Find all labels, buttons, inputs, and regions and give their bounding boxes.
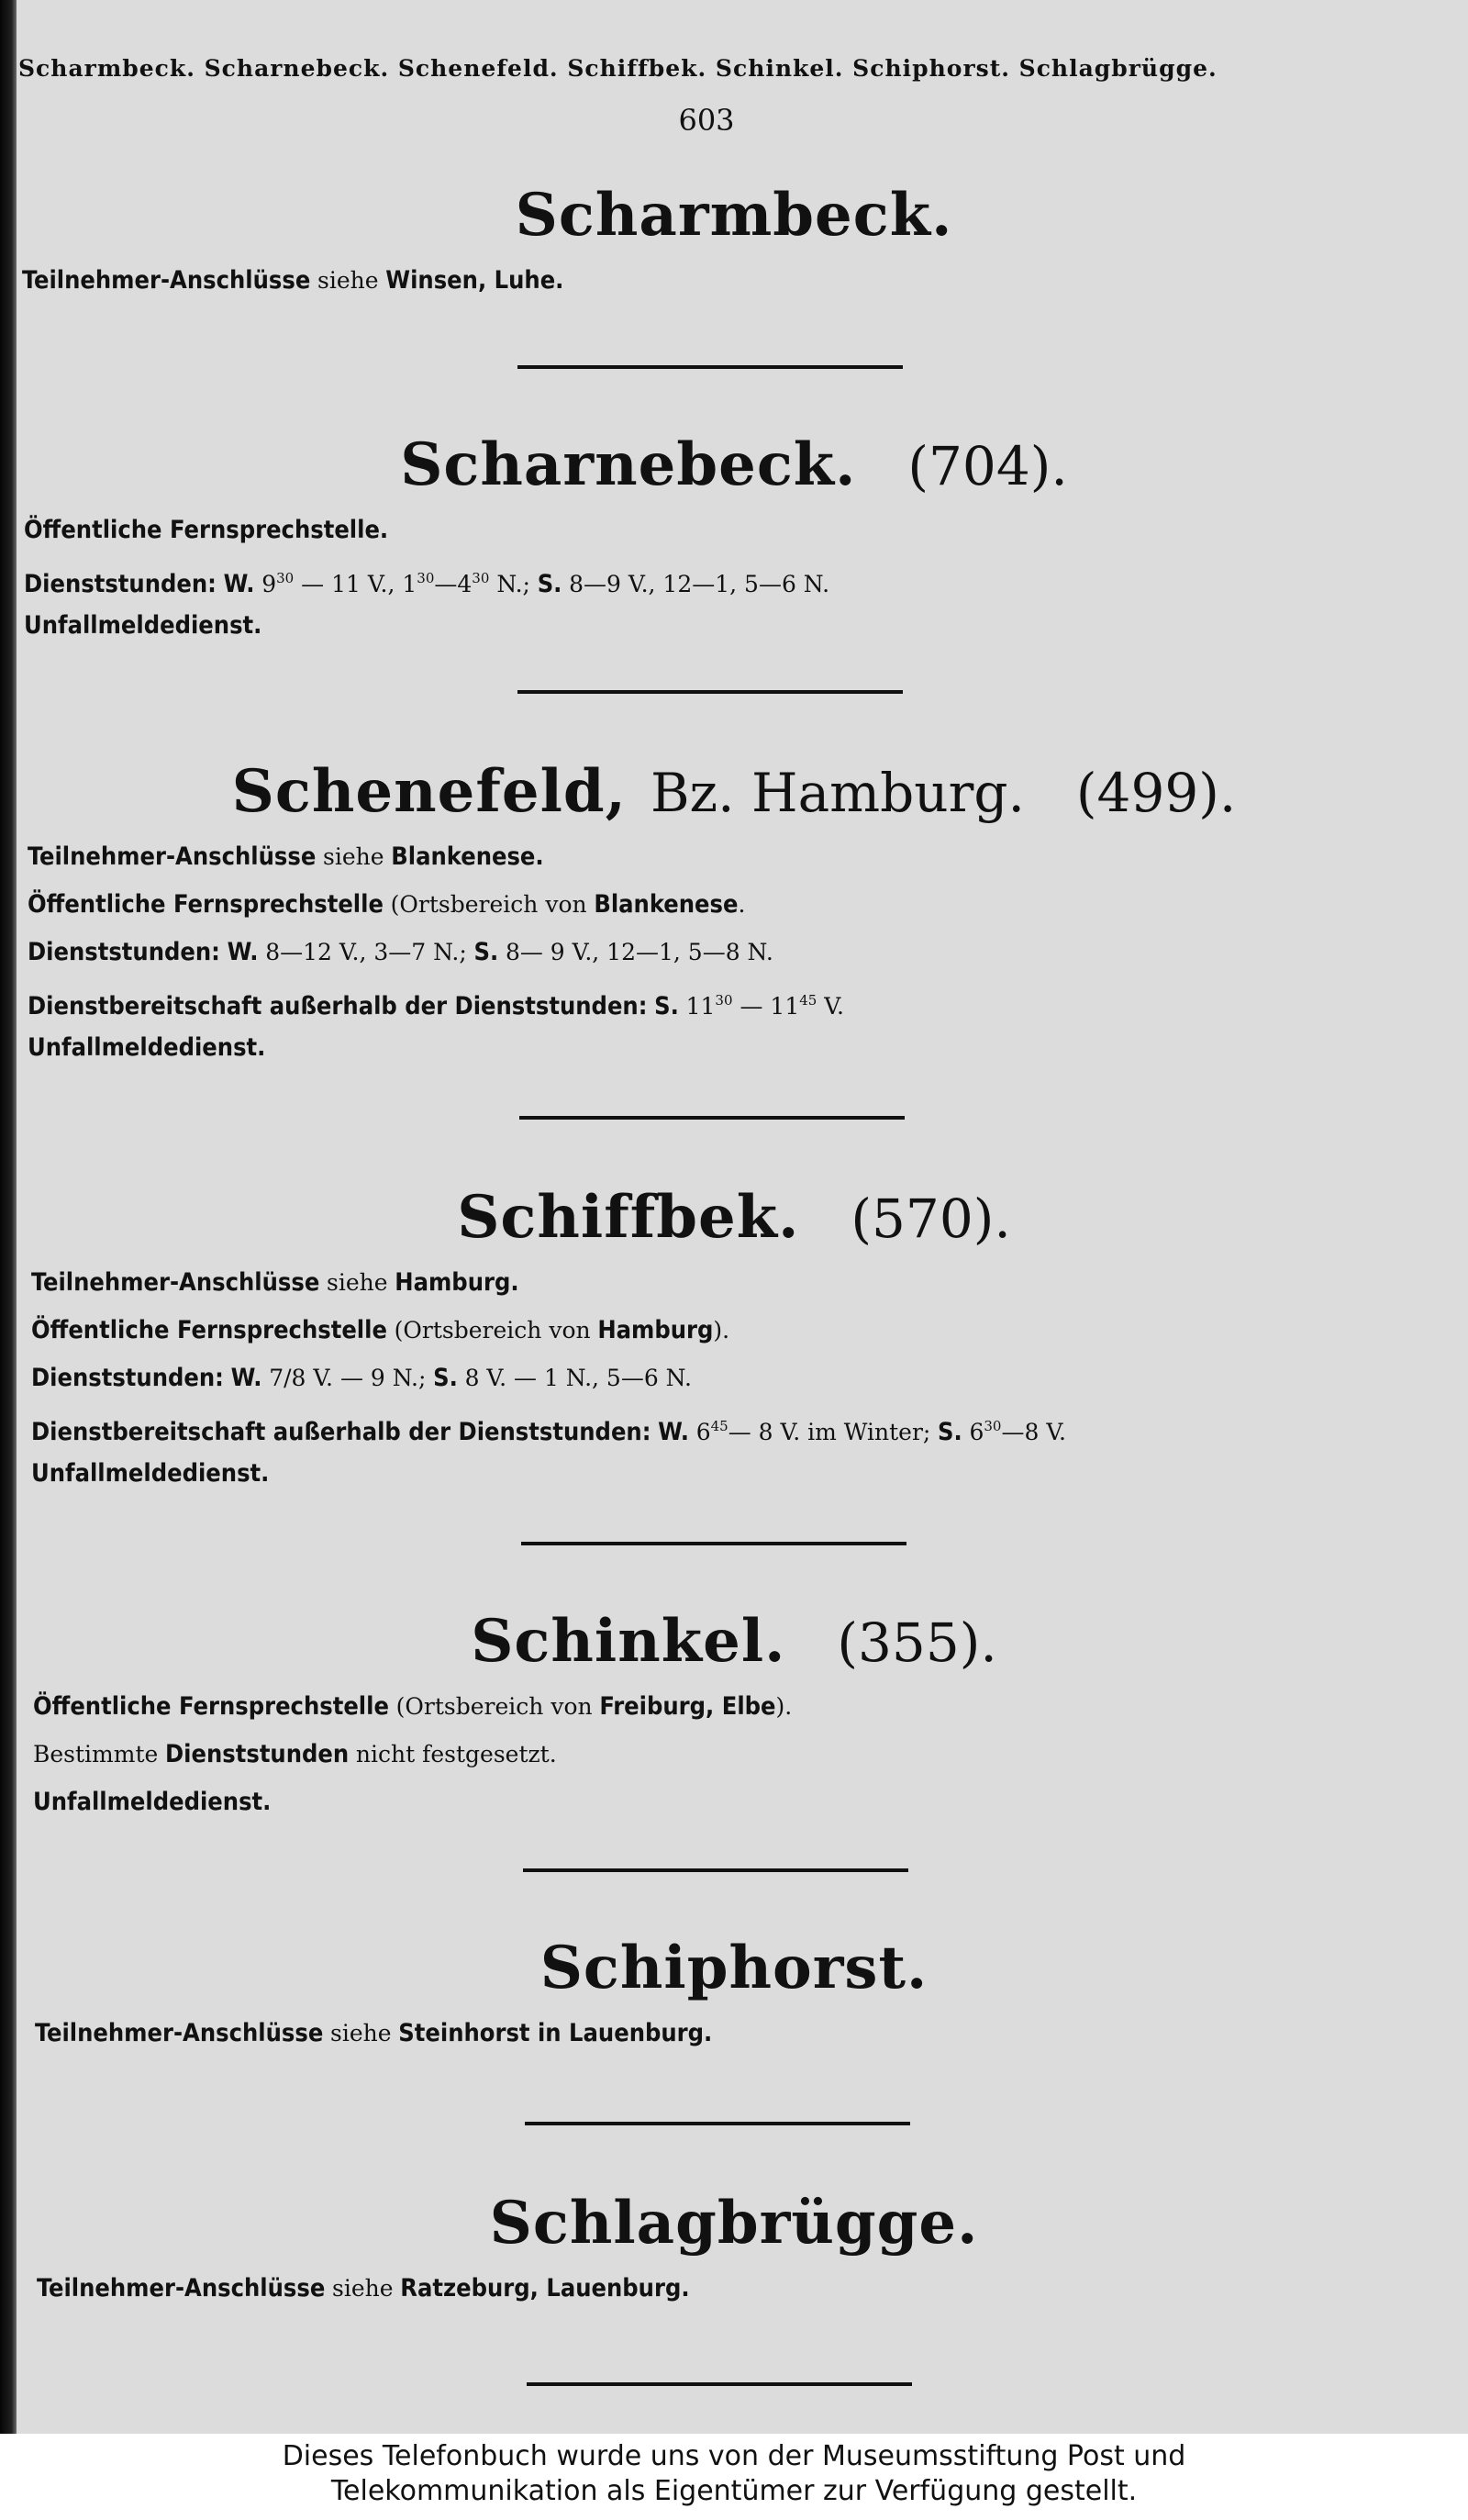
- section-divider: [519, 1116, 905, 1120]
- section-divider: [527, 2382, 912, 2386]
- public-phone-line: Öffentliche Fernsprechstelle (Ortsbereich von Hamburg).: [31, 1316, 730, 1344]
- section-heading: [0, 1927, 1468, 2010]
- public-phone-line: Öffentliche Fernsprechstelle (Ortsbereich von Blankenese.: [28, 890, 746, 919]
- section-heading: [0, 1600, 1468, 1683]
- section-schiphorst: [0, 1927, 1468, 2057]
- accident-service-line: Unfallmeldedienst.: [24, 611, 262, 640]
- service-hours-line: Bestimmte Dienststunden nicht festgesetzt.: [33, 1740, 557, 1768]
- area-code: (570).: [851, 1188, 1011, 1250]
- district-name: Bz. Hamburg.: [650, 762, 1025, 824]
- section-heading: [0, 174, 1468, 257]
- footer-line-1: Dieses Telefonbuch wurde uns von der Museumsstiftung Post und: [282, 2440, 1186, 2472]
- section-heading: [0, 751, 1468, 833]
- running-head: Scharmbeck. Scharnebeck. Schenefeld. Schiffbek. Schinkel. Schiphorst. Schlagbrügge.: [18, 55, 1218, 82]
- accident-service-line: Unfallmeldedienst.: [28, 1033, 266, 1062]
- area-code: (499).: [1075, 762, 1237, 824]
- standby-line: Dienstbereitschaft außerhalb der Dienststunden: W. $6^{45}—$ 8 V. im Winter; S. $6^{30}—8$ V.: [31, 1418, 1066, 1446]
- footer-line-2: Telekommunikation als Eigentümer zur Verfügung gestellt.: [330, 2475, 1138, 2507]
- subscriber-line: Teilnehmer-Anschlüsse siehe Ratzeburg, Lauenburg.: [37, 2274, 690, 2303]
- section-divider: [523, 1868, 908, 1872]
- subscriber-line: Teilnehmer-Anschlüsse siehe Blankenese.: [28, 842, 544, 871]
- service-hours-line: Dienststunden: W. $9^{30}$ — 11 V., $1^{30}—4^{30}$ N.; S. 8—9 V., 12—1, 5—6 N.: [24, 570, 830, 598]
- public-phone-line: Öffentliche Fernsprechstelle (Ortsbereich von Freiburg, Elbe).: [33, 1692, 793, 1721]
- area-code: (355).: [837, 1611, 997, 1674]
- section-scharmbeck: [0, 174, 1468, 305]
- subscriber-line: Teilnehmer-Anschlüsse siehe Winsen, Luhe.: [22, 266, 564, 295]
- section-divider: [525, 2122, 910, 2125]
- place-name: Schlagbrügge.: [489, 2189, 979, 2258]
- service-hours-line: Dienststunden: W. 7/8 V. — 9 N.; S. 8 V. — 1 N., 5—6 N.: [31, 1364, 692, 1392]
- standby-line: Dienstbereitschaft außerhalb der Dienststunden: S. $11^{30}$ — $11^{45}$ V.: [28, 992, 844, 1020]
- section-divider: [517, 365, 903, 369]
- section-schiffbek: [0, 1176, 1468, 1498]
- subscriber-line: Teilnehmer-Anschlüsse siehe Hamburg.: [31, 1268, 519, 1297]
- place-name: Scharnebeck.: [400, 430, 857, 499]
- service-hours-line: Dienststunden: W. 8—12 V., 3—7 N.; S. 8— 9 V., 12—1, 5—8 N.: [28, 938, 773, 966]
- accident-service-line: Unfallmeldedienst.: [31, 1459, 270, 1488]
- section-divider: [517, 690, 903, 694]
- place-name: Schinkel.: [471, 1607, 786, 1676]
- area-code: (704).: [907, 435, 1068, 497]
- section-heading: [0, 1176, 1468, 1259]
- place-name: Schiffbek.: [457, 1183, 800, 1252]
- section-divider: [521, 1542, 906, 1545]
- provenance-footer: [0, 2434, 1468, 2520]
- accident-service-line: Unfallmeldedienst.: [33, 1788, 272, 1816]
- public-phone-line: Öffentliche Fernsprechstelle.: [24, 516, 389, 544]
- section-schenefeld: [0, 751, 1468, 1072]
- section-heading: [0, 2182, 1468, 2265]
- section-heading: [0, 424, 1468, 507]
- section-schlagbruegge: [0, 2182, 1468, 2313]
- subscriber-line: Teilnehmer-Anschlüsse siehe Steinhorst in Lauenburg.: [35, 2019, 713, 2047]
- page-number: 603: [678, 103, 735, 138]
- place-name: Scharmbeck.: [515, 181, 953, 250]
- section-scharnebeck: [0, 424, 1468, 650]
- place-name: Schenefeld,: [231, 757, 627, 826]
- section-schinkel: [0, 1600, 1468, 1826]
- place-name: Schiphorst.: [539, 1934, 929, 2002]
